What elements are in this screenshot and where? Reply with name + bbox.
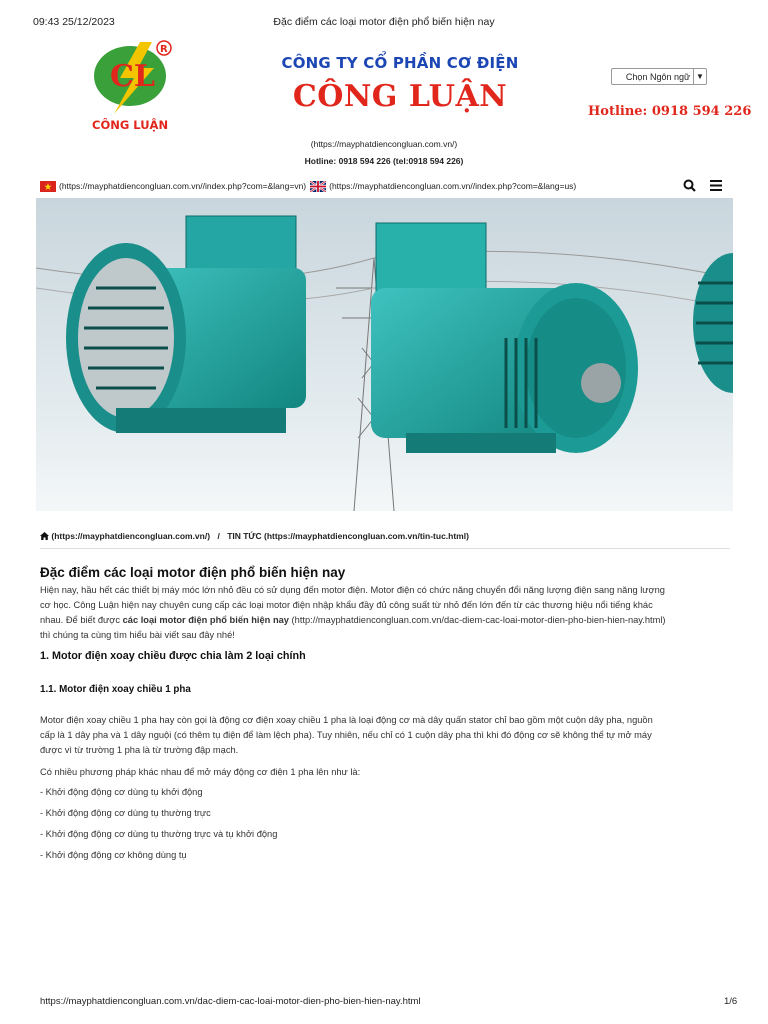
- paragraph-line: cấp là 1 dây pha và 1 dây nguội (có thêm tụ điện để làm lệch pha). Tuy nhiên, nếu chỉ có 1 cuộn dây pha thì khi đó động cơ sẽ không thể tự mở máy: [40, 730, 652, 740]
- language-select[interactable]: [611, 68, 707, 85]
- list-item: - Khởi động động cơ không dùng tụ: [40, 850, 187, 860]
- print-datetime: 09:43 25/12/2023: [33, 16, 115, 28]
- intro-line: [40, 613, 730, 628]
- list-item: - Khởi động động cơ dùng tụ thường trực: [40, 808, 211, 818]
- paragraph-1: [40, 713, 730, 758]
- print-doc-title: Đặc điểm các loại motor điện phổ biến hiện nay: [273, 16, 495, 28]
- print-footer-url: https://mayphatdiencongluan.com.vn/dac-diem-cac-loai-motor-dien-pho-bien-hien-nay.html: [40, 996, 421, 1007]
- list-item: - Khởi động động cơ dùng tụ thường trực và tụ khởi động: [40, 829, 278, 839]
- intro-line: Hiện nay, hầu hết các thiết bị máy móc lớn nhỏ đều có sử dụng đến motor điện. Motor điện có chức năng chuyển đổi năng lượng điện sang năng lượng: [40, 585, 665, 595]
- list-item: - Khởi động động cơ dùng tụ khởi động: [40, 787, 203, 797]
- print-page-number: 1/6: [724, 996, 738, 1007]
- intro-text: nhau. Để biết được: [40, 615, 123, 625]
- generator-banner-image: [36, 198, 733, 511]
- intro-line: thì chúng ta cùng tìm hiểu bài viết sau đây nhé!: [40, 630, 235, 640]
- svg-text:R: R: [160, 44, 168, 55]
- hotline-link[interactable]: Hotline: 0918 594 226 (tel:0918 594 226): [304, 156, 464, 166]
- search-icon[interactable]: [683, 179, 696, 194]
- logo-mark-text: CL: [110, 59, 155, 94]
- divider: [40, 548, 730, 549]
- intro-line: cơ học. Công Luận hiện nay chuyên cung cấp các loại motor điện nhập khẩu đầy đủ công suất từ nhỏ đến lớn đến từ các thương hiệu nổi tiếng khác: [40, 600, 653, 610]
- section-heading: 1. Motor điện xoay chiều được chia làm 2 loại chính: [40, 650, 306, 662]
- breadcrumb-separator: /: [217, 531, 220, 541]
- article-url-link[interactable]: (http://mayphatdiencongluan.com.vn/dac-diem-cac-loai-motor-dien-pho-bien-hien-nay.html): [288, 615, 666, 625]
- site-link[interactable]: (https://mayphatdiencongluan.com.vn/): [310, 139, 458, 149]
- subsection-heading: 1.1. Motor điện xoay chiều 1 pha: [40, 684, 191, 695]
- generator-banner[interactable]: [36, 198, 733, 511]
- chevron-down-icon: ▼: [693, 69, 706, 84]
- company-line2: CÔNG LUẬN: [292, 79, 508, 114]
- paragraph-line: được vì từ trường 1 pha là từ trường đập mạch.: [40, 745, 239, 755]
- uk-flag-icon[interactable]: [310, 181, 326, 192]
- article-title: Đặc điểm các loại motor điện phổ biến hiện nay: [40, 565, 346, 580]
- hotline-banner[interactable]: Hotline: 0918 594 226: [588, 104, 752, 119]
- language-select-label: Chọn Ngôn ngữ: [625, 71, 690, 82]
- vietnam-flag-icon[interactable]: [40, 181, 56, 192]
- breadcrumb: [40, 531, 469, 541]
- lang-vn-link[interactable]: (https://mayphatdiencongluan.com.vn//index.php?com=&lang=vn): [59, 181, 307, 191]
- company-line1: CÔNG TY CỔ PHẦN CƠ ĐIỆN: [281, 54, 519, 72]
- breadcrumb-home-link[interactable]: (https://mayphatdiencongluan.com.vn/): [51, 531, 211, 541]
- breadcrumb-news-link[interactable]: TIN TỨC (https://mayphatdiencongluan.com.vn/tin-tuc.html): [227, 531, 469, 541]
- paragraph-line: Motor điện xoay chiều 1 pha hay còn gọi là động cơ điện xoay chiều 1 pha là loại động cơ mà dây quấn stator chỉ bao gồm một cuộn dây pha, nguồn: [40, 715, 653, 725]
- paragraph-2: Có nhiều phương pháp khác nhau để mở máy động cơ điện 1 pha lên như là:: [40, 767, 361, 777]
- lang-us-link[interactable]: (https://mayphatdiencongluan.com.vn//index.php?com=&lang=us): [329, 181, 577, 191]
- logo-text: CÔNG LUẬN: [92, 118, 169, 132]
- home-icon[interactable]: [40, 531, 51, 541]
- intro-paragraph: [40, 583, 730, 643]
- company-logo[interactable]: [80, 38, 190, 134]
- company-name: [240, 54, 560, 114]
- top-navbar: [40, 176, 730, 196]
- article-keyword-link[interactable]: các loại motor điện phổ biến hiện nay: [122, 615, 289, 625]
- hamburger-menu-icon[interactable]: [710, 180, 722, 193]
